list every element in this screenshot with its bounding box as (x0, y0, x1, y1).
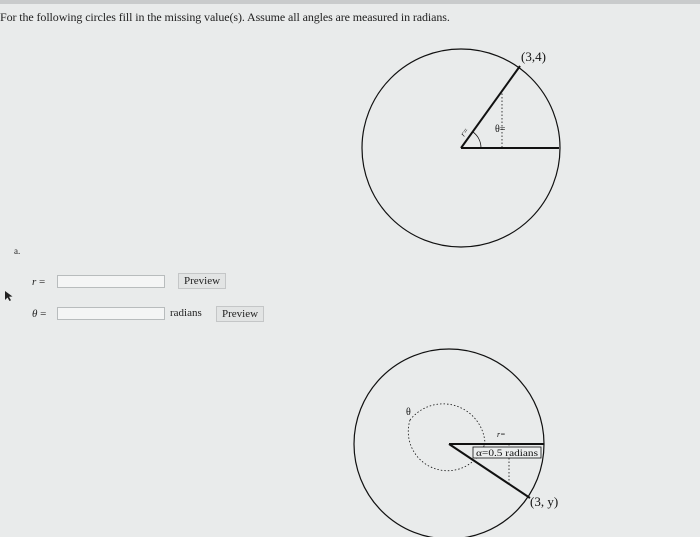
radius-label-2: r= (497, 430, 506, 439)
angle-arc-1 (473, 132, 481, 148)
r-variable-label: r = (32, 276, 46, 288)
theta-preview-button[interactable]: Preview (216, 306, 264, 322)
instructions-text: For the following circles fill in the missing value(s). Assume all angles are measured in radians. (0, 10, 450, 24)
radius-label-1: r= (458, 125, 471, 139)
circle-figure-1 (340, 40, 580, 255)
point-label-2: (3, y) (530, 494, 559, 509)
circle-figure-2 (340, 340, 580, 537)
mouse-cursor-icon (4, 290, 14, 302)
radius-line-1 (461, 66, 520, 148)
top-border (0, 0, 700, 4)
theta-symbol-2: θ (406, 407, 411, 418)
theta-label-1: θ= (495, 124, 506, 135)
r-preview-button[interactable]: Preview (178, 273, 226, 289)
dotted-angle-arc-2b (410, 404, 485, 443)
point-label-1: (3,4) (521, 49, 546, 64)
r-answer-input[interactable] (57, 275, 165, 288)
part-label: a. (14, 246, 21, 256)
theta-variable-label: θ = (32, 308, 47, 320)
alpha-label-2: α=0.5 radians (476, 448, 539, 458)
theta-answer-input[interactable] (57, 307, 165, 320)
dotted-angle-arc-2 (408, 420, 485, 471)
radians-units-label: radians (170, 307, 202, 319)
